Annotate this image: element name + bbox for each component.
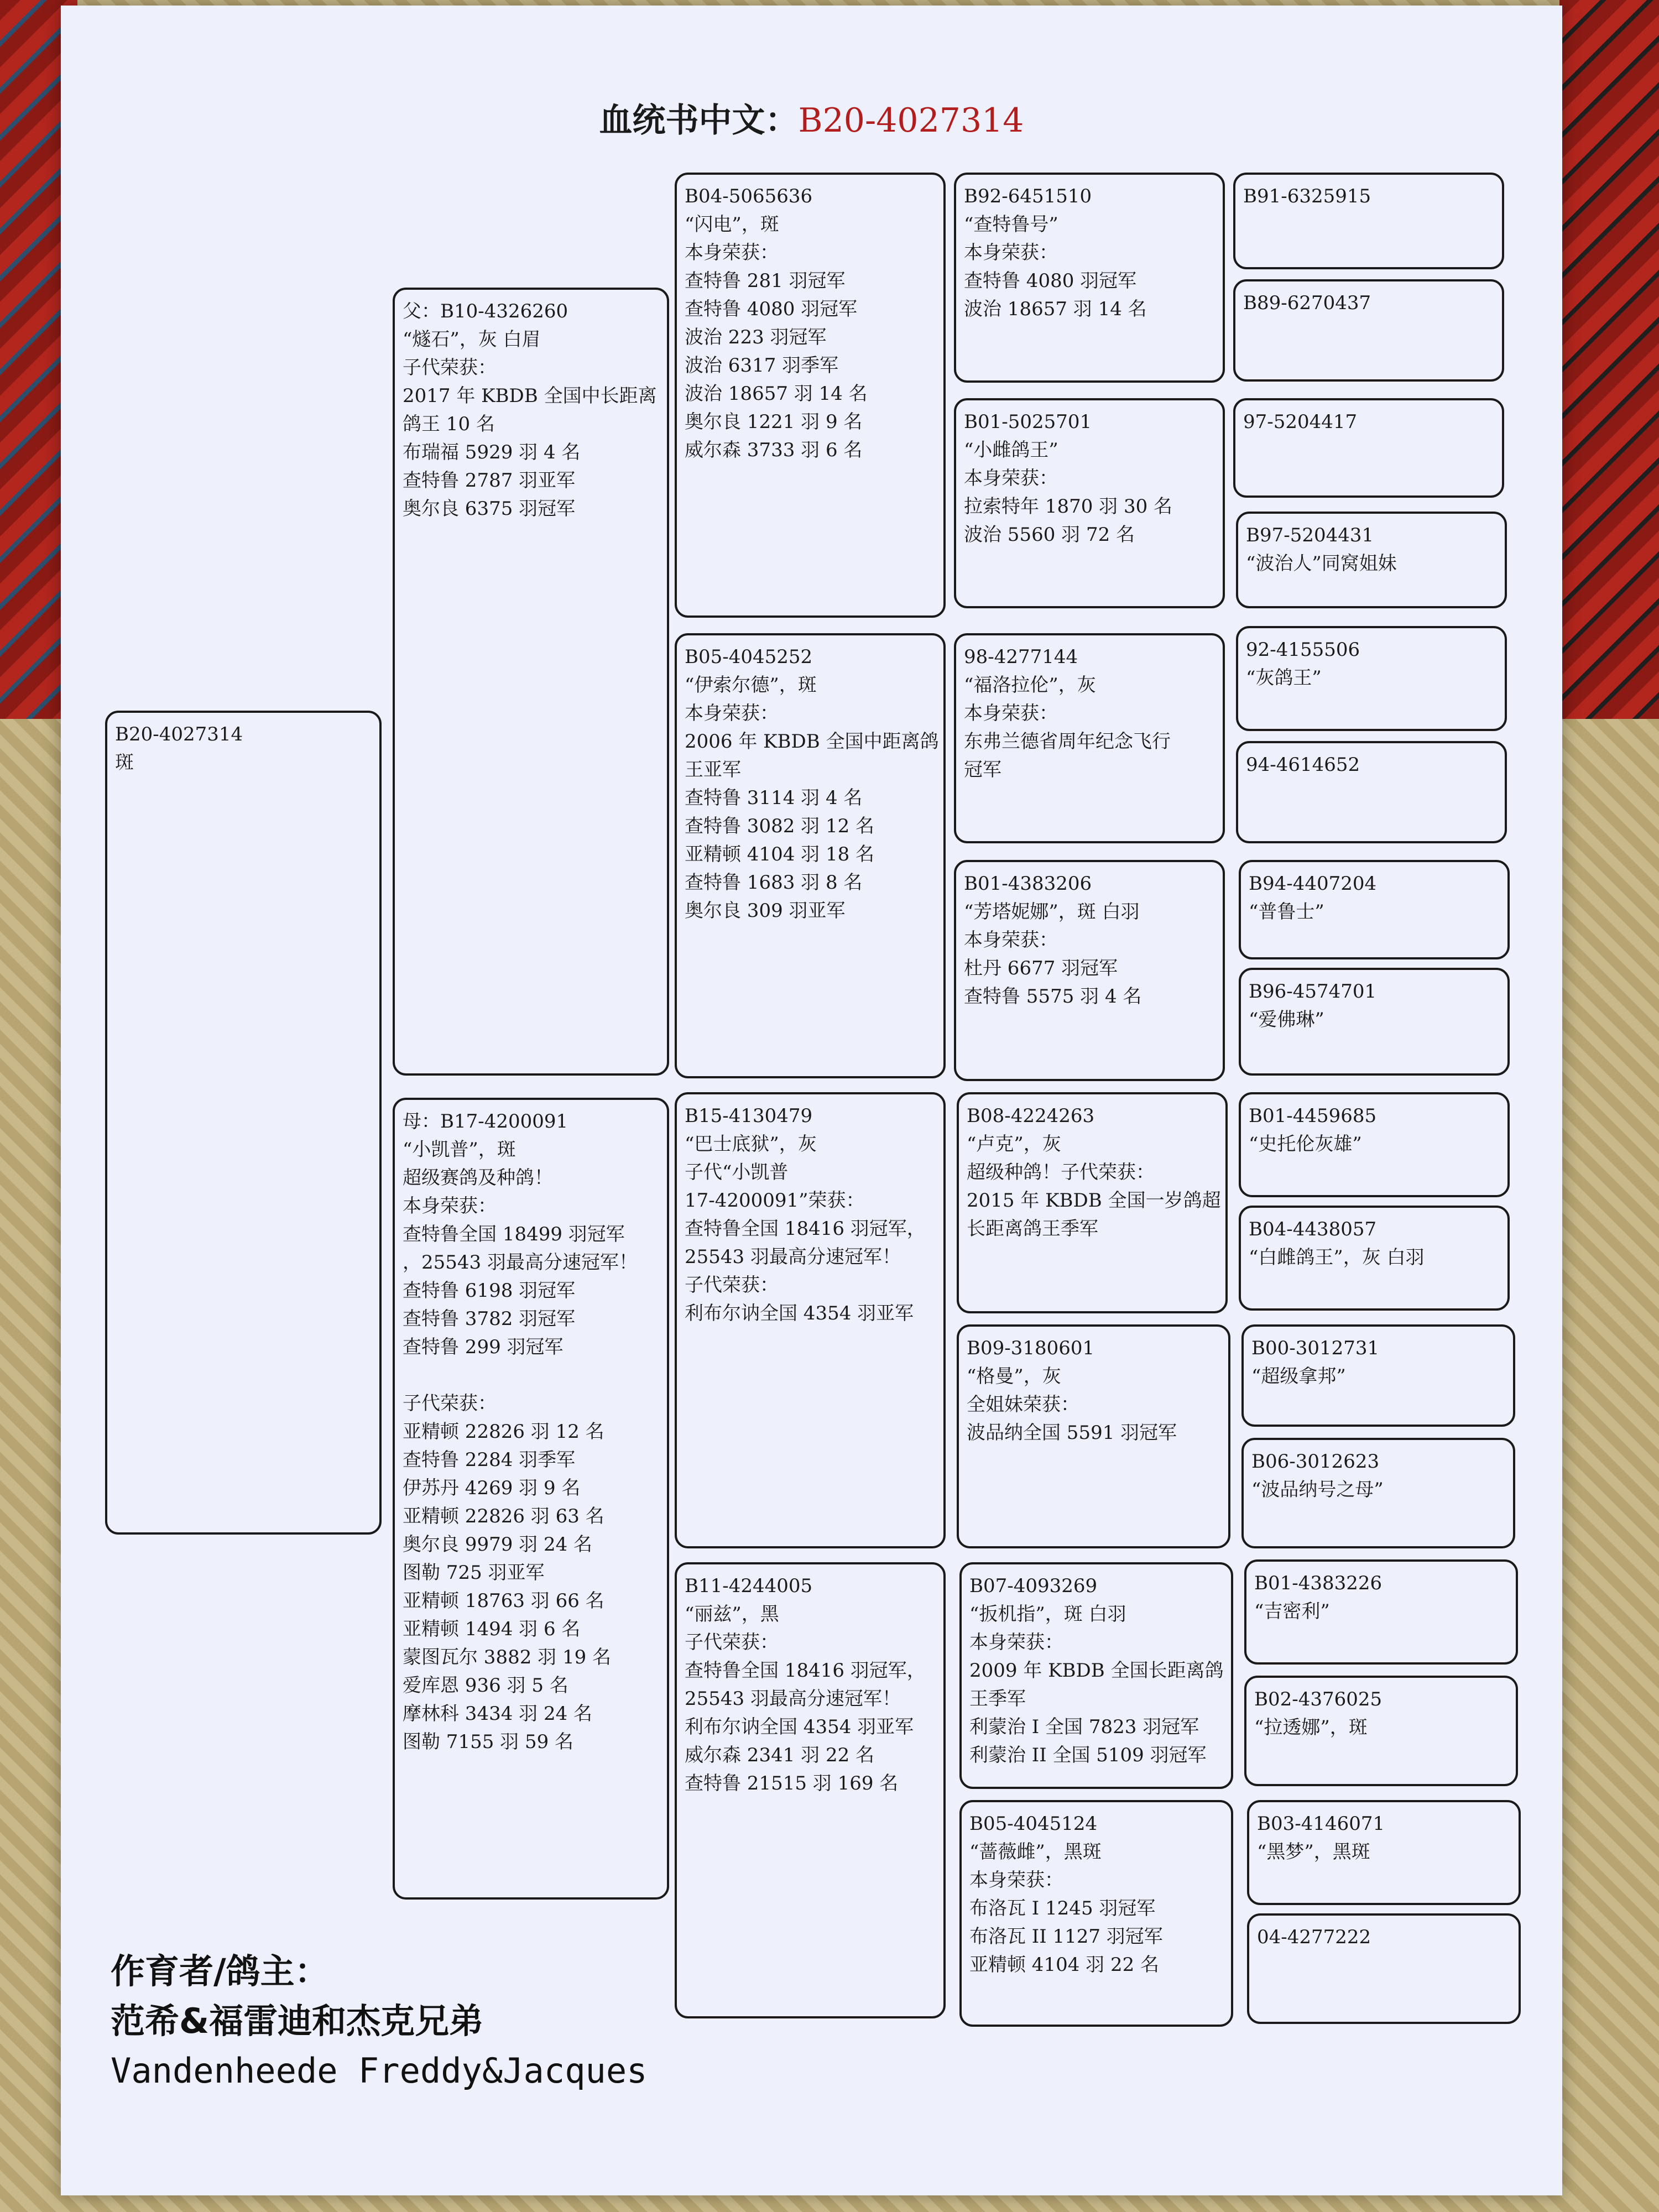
pedigree-box-g4-9 [1239, 1092, 1510, 1197]
pedigree-line: 长距离鸽王季军 [967, 1218, 1098, 1240]
pedigree-line: 亚精顿 22826 羽 12 名 [403, 1421, 604, 1443]
pedigree-line: 查特鲁 281 羽冠军 [685, 270, 846, 292]
pedigree-line: 奥尔良 6375 羽冠军 [403, 498, 576, 520]
ring-number: 94-4614652 [1246, 754, 1360, 776]
ring-number: B04-5065636 [685, 185, 813, 207]
pedigree-line: “吉密利” [1254, 1600, 1330, 1623]
pedigree-line: 亚精顿 1494 羽 6 名 [403, 1618, 581, 1640]
pedigree-box-g3-6 [957, 1324, 1230, 1548]
pedigree-line: 亚精顿 4104 羽 22 名 [969, 1954, 1160, 1976]
breeder-name-cn: 范希&福雷迪和杰克兄弟 [111, 2001, 484, 2041]
pedigree-line: 杜丹 6677 羽冠军 [964, 957, 1118, 979]
ring-number: B07-4093269 [969, 1575, 1098, 1597]
title-label: 血统书中文： [599, 101, 799, 140]
ring-number: B08-4224263 [967, 1105, 1095, 1127]
pedigree-line: “白雌鸽王”，灰 白羽 [1249, 1246, 1425, 1269]
pedigree-line: 子代荣获： [685, 1274, 779, 1296]
ring-number: B09-3180601 [967, 1337, 1095, 1359]
pedigree-box-g4-12 [1241, 1438, 1515, 1548]
page-title [61, 94, 1562, 142]
pedigree-line: 查特鲁 1683 羽 8 名 [685, 872, 863, 894]
pedigree-line: 查特鲁 4080 羽冠军 [685, 298, 858, 320]
pedigree-line: 东弗兰德省周年纪念飞行 [964, 731, 1171, 753]
pedigree-line: 本身荣获： [969, 1631, 1063, 1653]
ring-number: 97-5204417 [1243, 411, 1358, 433]
ring-number: B01-5025701 [964, 411, 1092, 433]
pedigree-line: 全姐妹荣获： [967, 1394, 1079, 1416]
breeder-block [111, 1947, 648, 2096]
ring-number: B97-5204431 [1246, 524, 1374, 546]
ring-number: B00-3012731 [1251, 1337, 1380, 1359]
pedigree-line: 子代荣获： [403, 1392, 497, 1415]
pedigree-box-g4-8 [1239, 968, 1510, 1076]
pedigree-box-g4-15 [1247, 1800, 1521, 1905]
pedigree-line: 奥尔良 1221 羽 9 名 [685, 411, 863, 433]
title-ring-number: B20-4027314 [798, 101, 1024, 140]
pedigree-line: 奥尔良 9979 羽 24 名 [403, 1533, 593, 1556]
pedigree-line: 利蒙治 I 全国 7823 羽冠军 [969, 1716, 1199, 1738]
pedigree-line: “波治人”同窝姐妹 [1246, 552, 1397, 575]
pedigree-line: 斑 [115, 752, 134, 774]
ring-number: B05-4045252 [685, 646, 813, 668]
tablecloth-right [1559, 0, 1659, 719]
pedigree-box-g3-5 [957, 1092, 1228, 1313]
pedigree-box-g4-5 [1236, 626, 1507, 731]
ring-number: B20-4027314 [115, 723, 243, 745]
pedigree-box-g4-16 [1247, 1913, 1521, 2024]
pedigree-line: 利布尔讷全国 4354 羽亚军 [685, 1716, 914, 1738]
ring-number: 98-4277144 [964, 646, 1078, 668]
pedigree-line: 布瑞福 5929 羽 4 名 [403, 441, 581, 463]
pedigree-line: 蒙图瓦尔 3882 羽 19 名 [403, 1646, 612, 1668]
pedigree-box-sire [393, 288, 669, 1076]
pedigree-line: 亚精顿 4104 羽 18 名 [685, 843, 875, 865]
pedigree-line: 威尔森 3733 羽 6 名 [685, 439, 863, 461]
pedigree-line: 利蒙治 II 全国 5109 羽冠军 [969, 1744, 1207, 1766]
pedigree-box-g4-11 [1241, 1324, 1515, 1427]
pedigree-line: 亚精顿 18763 羽 66 名 [403, 1590, 604, 1612]
pedigree-line: 子代荣获： [685, 1631, 779, 1653]
pedigree-line: 查特鲁 5575 羽 4 名 [964, 985, 1142, 1008]
pedigree-box-g4-2 [1233, 279, 1504, 382]
pedigree-line: 查特鲁 299 羽冠军 [403, 1336, 564, 1358]
ring-number: B03-4146071 [1257, 1813, 1385, 1835]
pedigree-line: 超级赛鸽及种鸽！ [403, 1167, 553, 1189]
pedigree-line: “燧石”，灰 白眉 [403, 328, 541, 351]
pedigree-line: “普鲁士” [1249, 901, 1324, 923]
pedigree-line: 波治 5560 羽 72 名 [964, 524, 1135, 546]
pedigree-line: “巴士底狱”，灰 [685, 1133, 817, 1155]
pedigree-sheet [61, 6, 1562, 2195]
ring-number: B94-4407204 [1249, 873, 1377, 895]
pedigree-line: 查特鲁 4080 羽冠军 [964, 270, 1137, 292]
pedigree-line: 查特鲁全国 18416 羽冠军， [685, 1218, 926, 1240]
ring-number: 母：B17-4200091 [403, 1110, 568, 1133]
pedigree-box-g4-13 [1244, 1559, 1518, 1665]
pedigree-box-g3-2 [954, 398, 1225, 608]
pedigree-line: 子代“小凯普 [685, 1161, 789, 1183]
pedigree-line: “黑梦”，黑斑 [1257, 1841, 1370, 1863]
pedigree-line: 25543 羽最高分速冠军！ [685, 1246, 901, 1268]
pedigree-box-g3-3 [954, 633, 1225, 843]
pedigree-line: 亚精顿 22826 羽 63 名 [403, 1505, 604, 1527]
ring-number: B92-6451510 [964, 185, 1092, 207]
pedigree-line: 王亚军 [685, 759, 741, 781]
pedigree-line: 波品纳全国 5591 羽冠军 [967, 1422, 1177, 1444]
pedigree-line: 摩林科 3434 羽 24 名 [403, 1703, 593, 1725]
pedigree-line: “拉透娜”，斑 [1254, 1717, 1368, 1739]
pedigree-line: 本身荣获： [964, 929, 1058, 951]
pedigree-line: 查特鲁 3114 羽 4 名 [685, 787, 863, 809]
ring-number: B01-4383226 [1254, 1572, 1383, 1594]
ring-number: B91-6325915 [1243, 185, 1371, 207]
pedigree-box-g4-10 [1239, 1206, 1510, 1311]
pedigree-line: “小雌鸽王” [964, 439, 1058, 461]
pedigree-line: 本身荣获： [969, 1869, 1063, 1891]
pedigree-line: 本身荣获： [964, 702, 1058, 724]
pedigree-line: 鸽王 10 名 [403, 413, 495, 435]
pedigree-line: 查特鲁全国 18416 羽冠军， [685, 1660, 926, 1682]
pedigree-line: “卢克”，灰 [967, 1133, 1061, 1155]
ring-number: B04-4438057 [1249, 1218, 1377, 1240]
pedigree-box-g3-8 [959, 1800, 1233, 2027]
pedigree-line: 查特鲁 21515 羽 169 名 [685, 1772, 899, 1794]
pedigree-box-g4-7 [1239, 860, 1510, 959]
pedigree-line: 2009 年 KBDB 全国长距离鸽 [969, 1660, 1224, 1682]
breeder-label: 作育者/鸽主： [111, 1951, 329, 1991]
pedigree-line: 波治 223 羽冠军 [685, 326, 827, 348]
ring-number: B89-6270437 [1243, 292, 1371, 314]
pedigree-box-g4-4 [1236, 512, 1507, 608]
pedigree-line: “波品纳号之母” [1251, 1479, 1384, 1501]
pedigree-line: 冠军 [964, 759, 1001, 781]
pedigree-line: 查特鲁 2787 羽亚军 [403, 469, 576, 492]
pedigree-box-g4-14 [1244, 1676, 1518, 1786]
pedigree-line: 威尔森 2341 羽 22 名 [685, 1744, 875, 1766]
ring-number: 父：B10-4326260 [403, 300, 568, 322]
pedigree-line: 爱库恩 936 羽 5 名 [403, 1674, 568, 1697]
pedigree-line: 本身荣获： [685, 702, 779, 724]
pedigree-line: 奥尔良 309 羽亚军 [685, 900, 846, 922]
pedigree-line: 2015 年 KBDB 全国一岁鸽超 [967, 1190, 1221, 1212]
pedigree-box-g4-3 [1233, 398, 1504, 498]
pedigree-line: 查特鲁全国 18499 羽冠军 [403, 1223, 625, 1245]
pedigree-line: “格曼”，灰 [967, 1365, 1061, 1387]
pedigree-line: 王季军 [969, 1688, 1026, 1710]
ring-number: 92-4155506 [1246, 639, 1360, 661]
pedigree-line: 图勒 725 羽亚军 [403, 1562, 545, 1584]
pedigree-line: 子代荣获： [403, 357, 497, 379]
ring-number: B02-4376025 [1254, 1688, 1383, 1710]
pedigree-line: 超级种鸽！子代荣获： [967, 1161, 1155, 1183]
pedigree-line: “小凯普”，斑 [403, 1139, 516, 1161]
ring-number: B11-4244005 [685, 1575, 813, 1597]
pedigree-line: 伊苏丹 4269 羽 9 名 [403, 1477, 581, 1499]
breeder-name-en: Vandenheede Freddy&Jacques [111, 2051, 648, 2091]
ring-number: B05-4045124 [969, 1813, 1098, 1835]
pedigree-line: “爱佛琳” [1249, 1009, 1324, 1031]
ring-number: B06-3012623 [1251, 1451, 1380, 1473]
pedigree-box-sire-dam [675, 633, 946, 1078]
pedigree-line: 2006 年 KBDB 全国中距离鸽 [685, 731, 939, 753]
pedigree-line: ，25543 羽最高分速冠军！ [403, 1251, 638, 1274]
pedigree-box-g3-1 [954, 173, 1225, 383]
pedigree-line: 拉索特年 1870 羽 30 名 [964, 495, 1173, 518]
pedigree-line: 查特鲁 6198 羽冠军 [403, 1280, 576, 1302]
pedigree-line: 查特鲁 3082 羽 12 名 [685, 815, 875, 837]
ring-number: 04-4277222 [1257, 1926, 1371, 1948]
pedigree-box-dam-sire [675, 1092, 946, 1548]
pedigree-line: 波治 18657 羽 14 名 [685, 383, 868, 405]
ring-number: B96-4574701 [1249, 980, 1377, 1003]
pedigree-line: 布洛瓦 I 1245 羽冠军 [969, 1897, 1156, 1919]
pedigree-box-subject [105, 711, 382, 1535]
pedigree-line: 图勒 7155 羽 59 名 [403, 1731, 574, 1753]
pedigree-line: 波治 18657 羽 14 名 [964, 298, 1147, 320]
pedigree-line: 25543 羽最高分速冠军！ [685, 1688, 901, 1710]
pedigree-line: “芳塔妮娜”，斑 白羽 [964, 901, 1140, 923]
pedigree-box-g4-1 [1233, 173, 1504, 269]
pedigree-line: 布洛瓦 II 1127 羽冠军 [969, 1926, 1163, 1948]
pedigree-line: 波治 6317 羽季军 [685, 354, 839, 377]
pedigree-line: “查特鲁号” [964, 213, 1058, 236]
pedigree-box-dam-dam [675, 1562, 946, 2018]
pedigree-line: 查特鲁 2284 羽季军 [403, 1449, 576, 1471]
pedigree-line: “史托伦灰雄” [1249, 1133, 1362, 1155]
pedigree-line: 本身荣获： [964, 242, 1058, 264]
blank-line [403, 1361, 659, 1390]
pedigree-line: 利布尔讷全国 4354 羽亚军 [685, 1302, 914, 1324]
ring-number: B15-4130479 [685, 1105, 813, 1127]
ring-number: B01-4383206 [964, 873, 1092, 895]
pedigree-box-dam [393, 1098, 669, 1900]
pedigree-line: “蔷薇雌”，黑斑 [969, 1841, 1102, 1863]
pedigree-box-g4-6 [1236, 741, 1507, 843]
pedigree-line: 本身荣获： [964, 467, 1058, 489]
pedigree-line: “闪电”，斑 [685, 213, 779, 236]
pedigree-line: “福洛拉伦”，灰 [964, 674, 1096, 696]
pedigree-line: “灰鸽王” [1246, 667, 1322, 689]
pedigree-line: 17-4200091”荣获： [685, 1190, 865, 1212]
pedigree-line: 查特鲁 3782 羽冠军 [403, 1308, 576, 1330]
pedigree-box-g3-7 [959, 1562, 1233, 1789]
pedigree-line: 本身荣获： [403, 1195, 497, 1217]
ring-number: B01-4459685 [1249, 1105, 1377, 1127]
pedigree-box-sire-sire [675, 173, 946, 618]
pedigree-line: “伊索尔德”，斑 [685, 674, 817, 696]
pedigree-line: 本身荣获： [685, 242, 779, 264]
pedigree-line: “扳机指”，斑 白羽 [969, 1603, 1126, 1625]
pedigree-line: “丽兹”，黑 [685, 1603, 779, 1625]
pedigree-box-g3-4 [954, 860, 1225, 1081]
pedigree-line: “超级拿邦” [1251, 1365, 1346, 1387]
pedigree-line: 2017 年 KBDB 全国中长距离 [403, 385, 657, 407]
